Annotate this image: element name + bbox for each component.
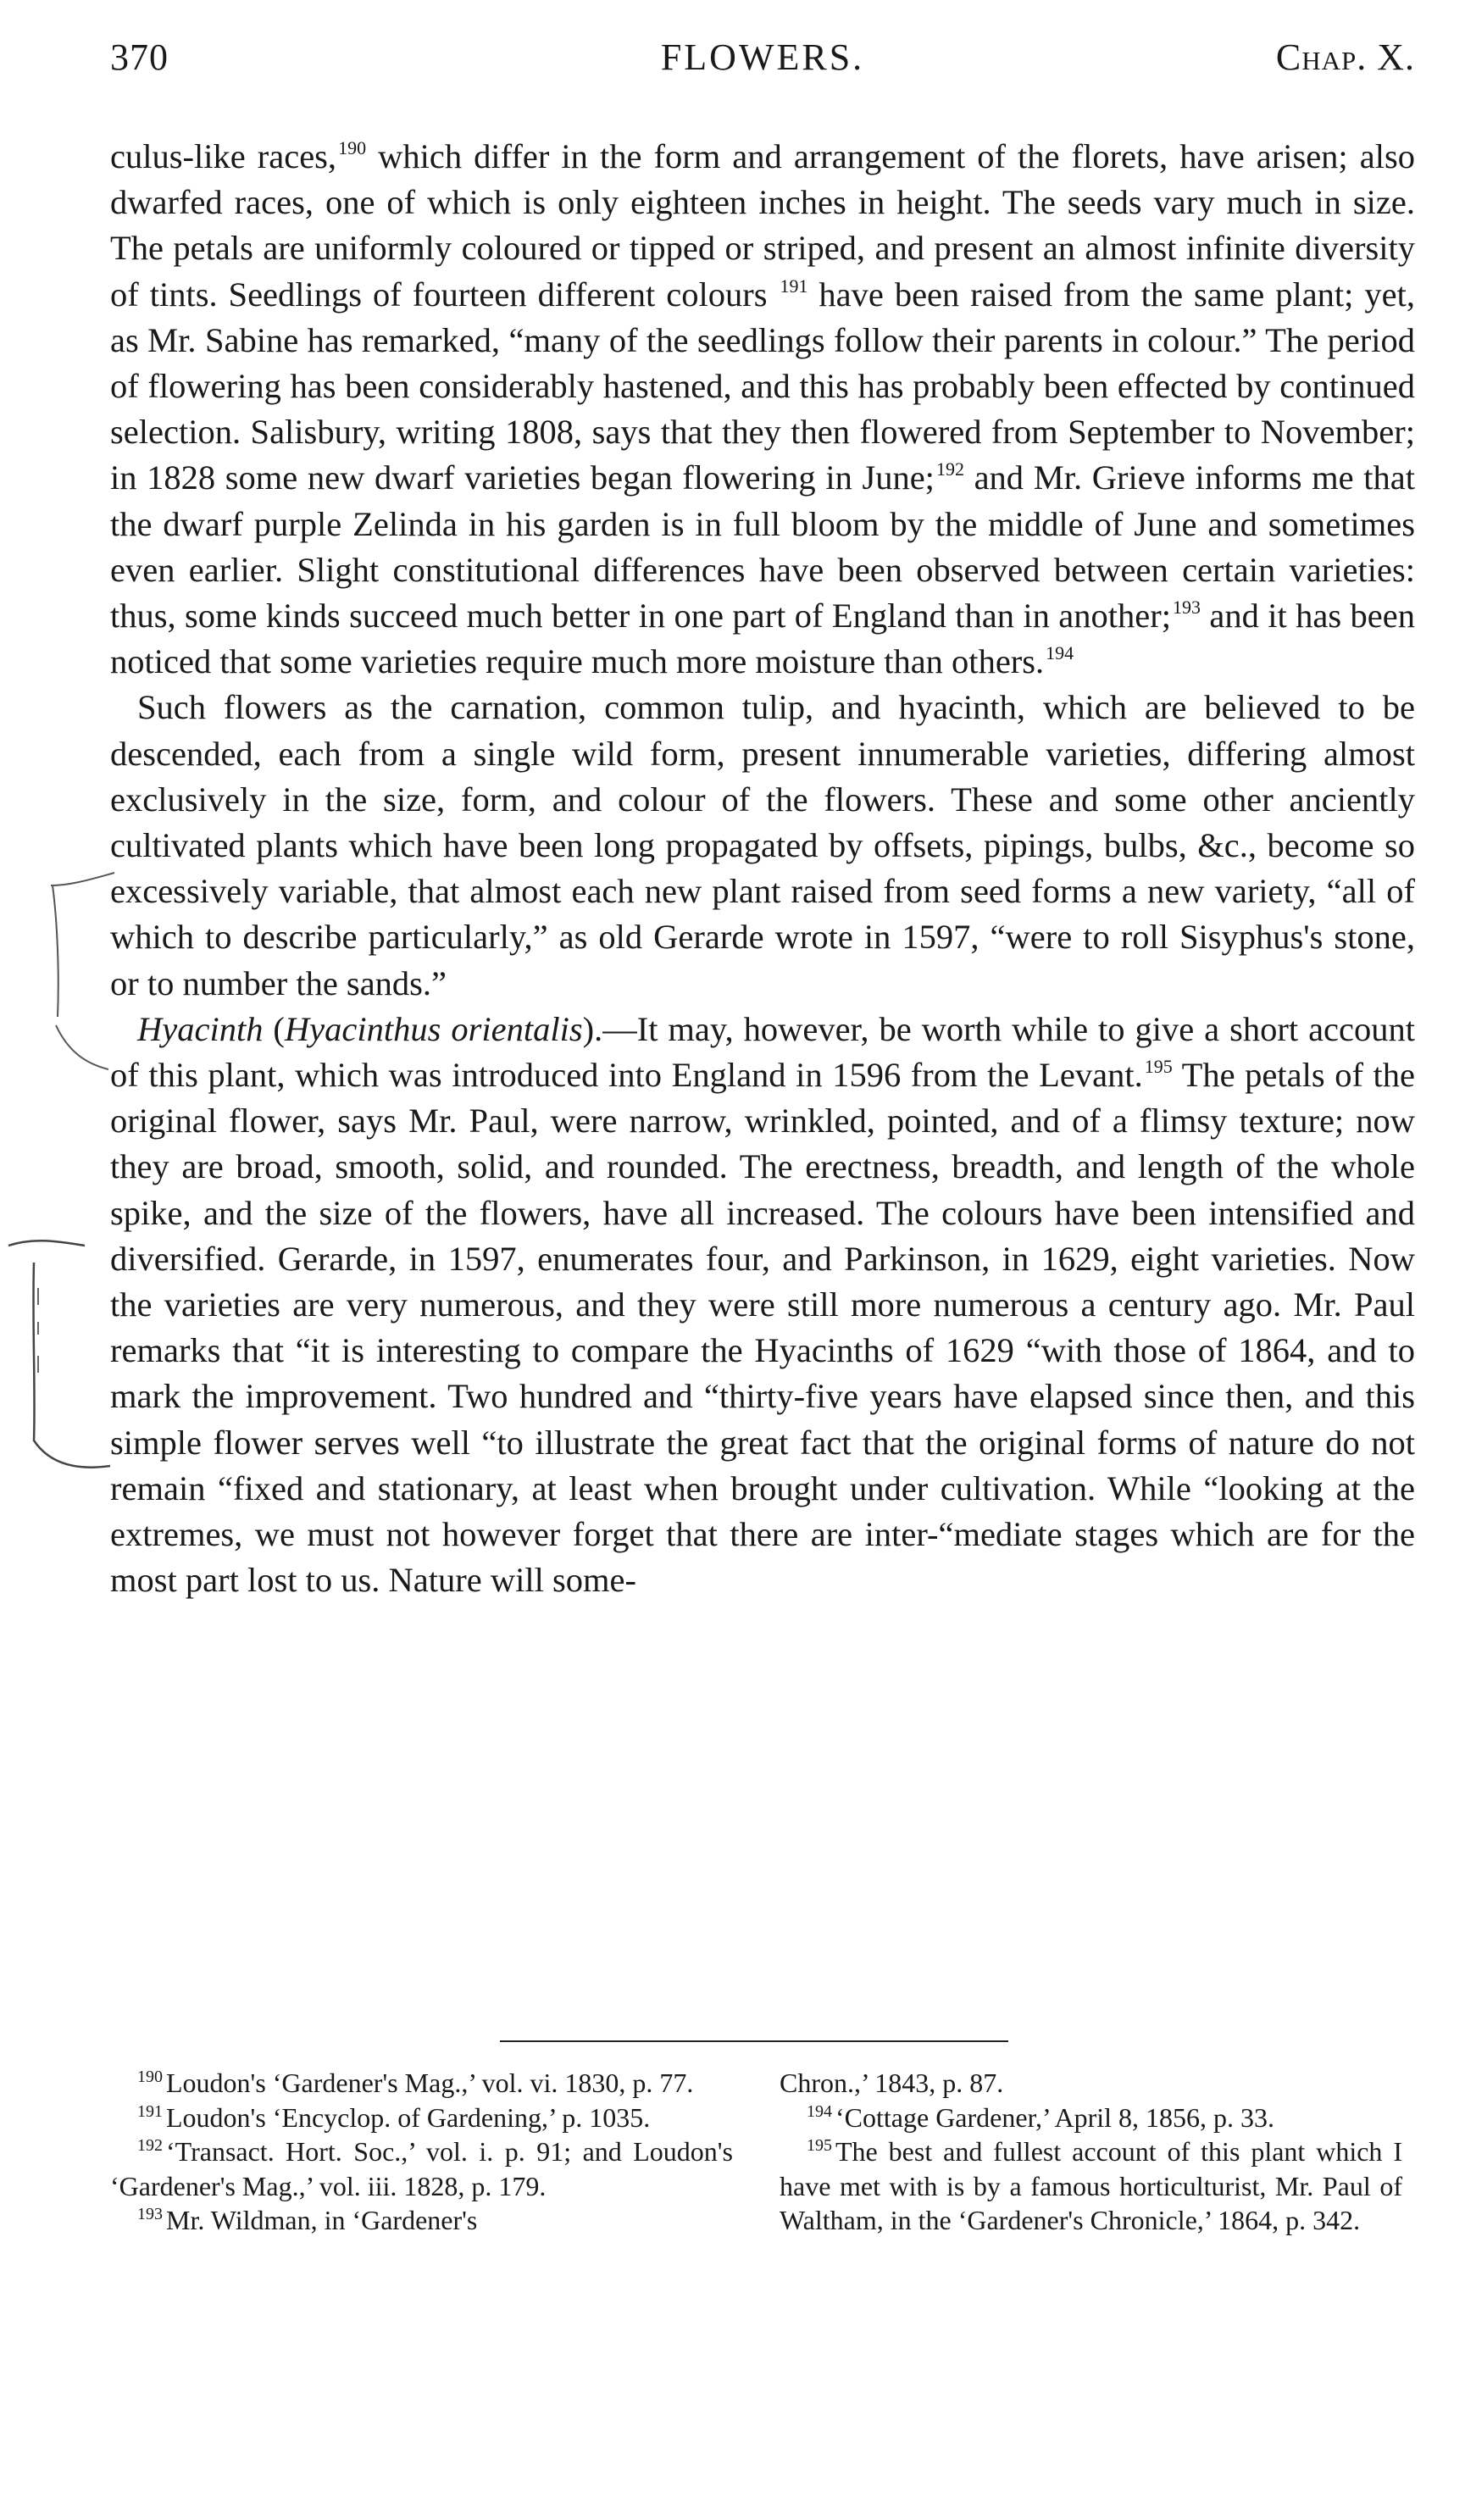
footnote-number: 194: [807, 2101, 832, 2121]
footnote-ref-194: 194: [1046, 642, 1074, 664]
footnote-number: 193: [137, 2205, 163, 2223]
paragraph-3: [110, 1007, 1415, 1604]
footnotes-left-column: [110, 2066, 733, 2238]
footnote-number: 191: [137, 2101, 163, 2121]
footnote-item: [110, 2066, 733, 2101]
text-run: (: [263, 1009, 285, 1048]
body-text: [110, 134, 1415, 1604]
text-run: and it has been noticed that some varieties require much more moisture than others.: [110, 597, 1415, 681]
running-title: FLOWERS.: [660, 36, 865, 78]
footnotes-right-column: [780, 2066, 1402, 2238]
footnote-text: The best and fullest account of this plant which I have met with is by a famous horticulturist, Mr. Paul of Waltham, in the ‘Gardener's Chronicle,’ 1864, p. 342.: [780, 2136, 1402, 2235]
text-run: have been raised from the same plant; yet, as Mr. Sabine has remarked, “many of the seedlings follow their parents in colour.” The period of flowering has been considerably hastened, and this has probably been effected by continued selection. Salisbury, writing 1808, says that they then flowered from September to November; in 1828 some new dwarf varieties began flowering in June;: [110, 275, 1415, 497]
footnote-item: [780, 2101, 1402, 2135]
text-run: which differ in the form and arrangement of the florets, have arisen; also dwarfed races, one of which is only eighteen inches in height. The seeds vary much in size. The petals are uniformly coloured or tipped or striped, and present an almost infinite diversity of tints. Seedlings of fourteen different colours: [110, 137, 1415, 314]
italic-text: Hyacinthus orientalis: [284, 1009, 583, 1048]
footnote-text: Mr. Wildman, in ‘Gardener's: [166, 2205, 478, 2235]
paragraph-2: [110, 685, 1415, 1006]
pencil-bracket-mark: [0, 847, 119, 1542]
footnote-number: 192: [137, 2136, 163, 2155]
footnote-item: [780, 2134, 1402, 2238]
footnote-ref-193: 193: [1172, 597, 1201, 619]
footnote-number: 195: [807, 2136, 832, 2155]
footnote-item: [780, 2066, 1402, 2101]
running-header: [110, 36, 1415, 86]
footnote-item: [110, 2203, 733, 2238]
footnote-ref-195: 195: [1144, 1056, 1173, 1078]
text-run: culus-like races,: [110, 137, 337, 175]
text-run: ).—It may, however, be worth while to give a short account of this plant, which was introduced into England in 1596 from the Levant.: [110, 1009, 1415, 1095]
paragraph-1: [110, 134, 1415, 685]
footnote-ref-190: 190: [338, 137, 367, 158]
italic-text: Hyacinth: [137, 1009, 264, 1048]
chapter-label: Chap. X.: [1275, 36, 1415, 78]
text-run: and Mr. Grieve informs me that the dwarf purple Zelinda in his garden is in full bloom by the middle of June and sometimes even earlier. Slight constitutional differences have been observed between certain varieties: thus, some kinds succeed much better in one part of England than in another;: [110, 458, 1416, 636]
footnote-rule: [500, 2040, 1008, 2042]
footnote-text: ‘Transact. Hort. Soc.,’ vol. i. p. 91; and Loudon's ‘Gardener's Mag.,’ vol. iii. 1828, p. 179.: [110, 2136, 733, 2201]
footnote-item: [110, 2101, 733, 2135]
footnote-text: Chron.,’ 1843, p. 87.: [780, 2068, 1004, 2098]
footnote-text: ‘Cottage Gardener,’ April 8, 1856, p. 33.: [835, 2101, 1274, 2133]
footnote-text: Loudon's ‘Gardener's Mag.,’ vol. vi. 1830, p. 77.: [166, 2068, 694, 2098]
footnote-ref-192: 192: [935, 458, 964, 480]
text-run: Such flowers as the carnation, common tulip, and hyacinth, which are believed to be descended, each from a single wild form, present innumerable varieties, differing almost exclusively in the size, form, and colour of the flowers. These and some other anciently cultivated plants which have been long propagated by offsets, pipings, bulbs, &c., become so excessively variable, that almost each new plant raised from seed forms a new variety, “all of which to describe particularly,” as old Gerarde wrote in 1597, “were to roll Sisyphus's stone, or to number the sands.”: [110, 688, 1415, 1002]
footnote-text: Loudon's ‘Encyclop. of Gardening,’ p. 1035.: [166, 2101, 651, 2133]
text-run: The petals of the original flower, says Mr. Paul, were narrow, wrinkled, pointed, and of a flimsy texture; now they are broad, smooth, solid, and rounded. The erectness, breadth, and length of the whole spike, and the size of the flowers, have all increased. The colours have been intensified and diversified. Gerarde, in 1597, enumerates four, and Parkinson, in 1629, eight varieties. Now the varieties are very numerous, and they were still more numerous a century ago. Mr. Paul remarks that “it is interesting to compare the Hyacinths of 1629 “with those of 1864, and to mark the improvement. Two hundred and “thirty-five years have elapsed since then, and this simple flower serves well “to illustrate the great fact that the original forms of nature do not remain “fixed and stationary, at least when brought under cultivation. While “looking at the extremes, we must not however forget that there are inter-“mediate stages which are for the most part lost to us. Nature will some-: [110, 1056, 1415, 1600]
footnote-ref-191: 191: [780, 275, 808, 297]
footnote-number: 190: [137, 2068, 163, 2086]
page-number: 370: [110, 36, 169, 78]
footnote-item: [110, 2134, 733, 2203]
